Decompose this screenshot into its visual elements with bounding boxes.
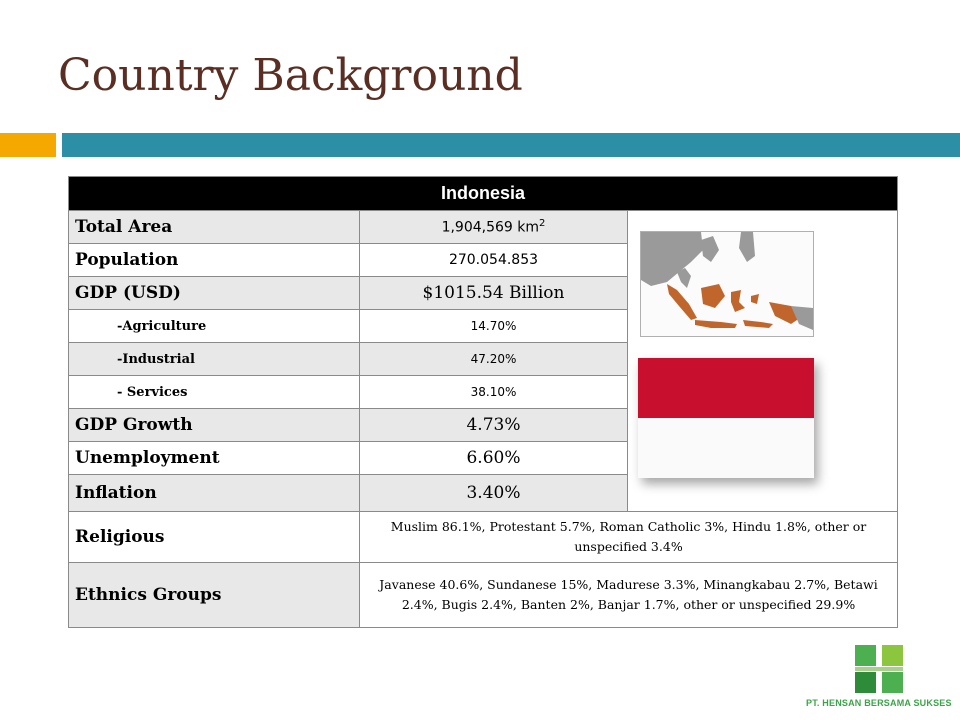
slide-title: Country Background — [58, 50, 523, 101]
population-value: 270.054.853 — [360, 244, 628, 277]
agriculture-value: 14.70% — [360, 310, 628, 343]
indonesia-flag-icon — [638, 358, 814, 478]
population-label: Population — [69, 244, 360, 277]
industrial-label: -Industrial — [69, 343, 360, 376]
services-value: 38.10% — [360, 376, 628, 409]
accent-bar-teal — [62, 133, 960, 157]
southeast-asia-map-icon — [640, 231, 814, 337]
inflation-label: Inflation — [69, 475, 360, 512]
total-area-label: Total Area — [69, 211, 360, 244]
total-area-unit-sup: 2 — [539, 218, 546, 230]
images-cell — [628, 211, 898, 512]
gdp-growth-label: GDP Growth — [69, 409, 360, 442]
gdp-growth-value: 4.73% — [360, 409, 628, 442]
total-area-number: 1,904,569 km — [441, 219, 540, 236]
company-logo-icon — [855, 645, 903, 693]
unemployment-value: 6.60% — [360, 442, 628, 475]
company-name: PT. HENSAN BERSAMA SUKSES — [806, 698, 952, 708]
table-header: Indonesia — [69, 177, 898, 211]
flag-red-band — [638, 358, 814, 418]
services-label: - Services — [69, 376, 360, 409]
country-info-table — [68, 176, 898, 628]
industrial-value: 47.20% — [360, 343, 628, 376]
ethnics-label: Ethnics Groups — [69, 563, 360, 628]
unemployment-label: Unemployment — [69, 442, 360, 475]
agriculture-label: -Agriculture — [69, 310, 360, 343]
religious-label: Religious — [69, 512, 360, 563]
gdp-label: GDP (USD) — [69, 277, 360, 310]
religious-value: Muslim 86.1%, Protestant 5.7%, Roman Catholic 3%, Hindu 1.8%, other or unspecified 3.4% — [360, 512, 898, 563]
ethnics-value: Javanese 40.6%, Sundanese 15%, Madurese 3.3%, Minangkabau 2.7%, Betawi 2.4%, Bugis 2.4%, Banten 2%, Banjar 1.7%, other or unspecified 29.9% — [360, 563, 898, 628]
inflation-value: 3.40% — [360, 475, 628, 512]
total-area-value — [360, 211, 628, 244]
accent-bar-orange — [0, 133, 56, 157]
flag-white-band — [638, 418, 814, 478]
gdp-value: $1015.54 Billion — [360, 277, 628, 310]
